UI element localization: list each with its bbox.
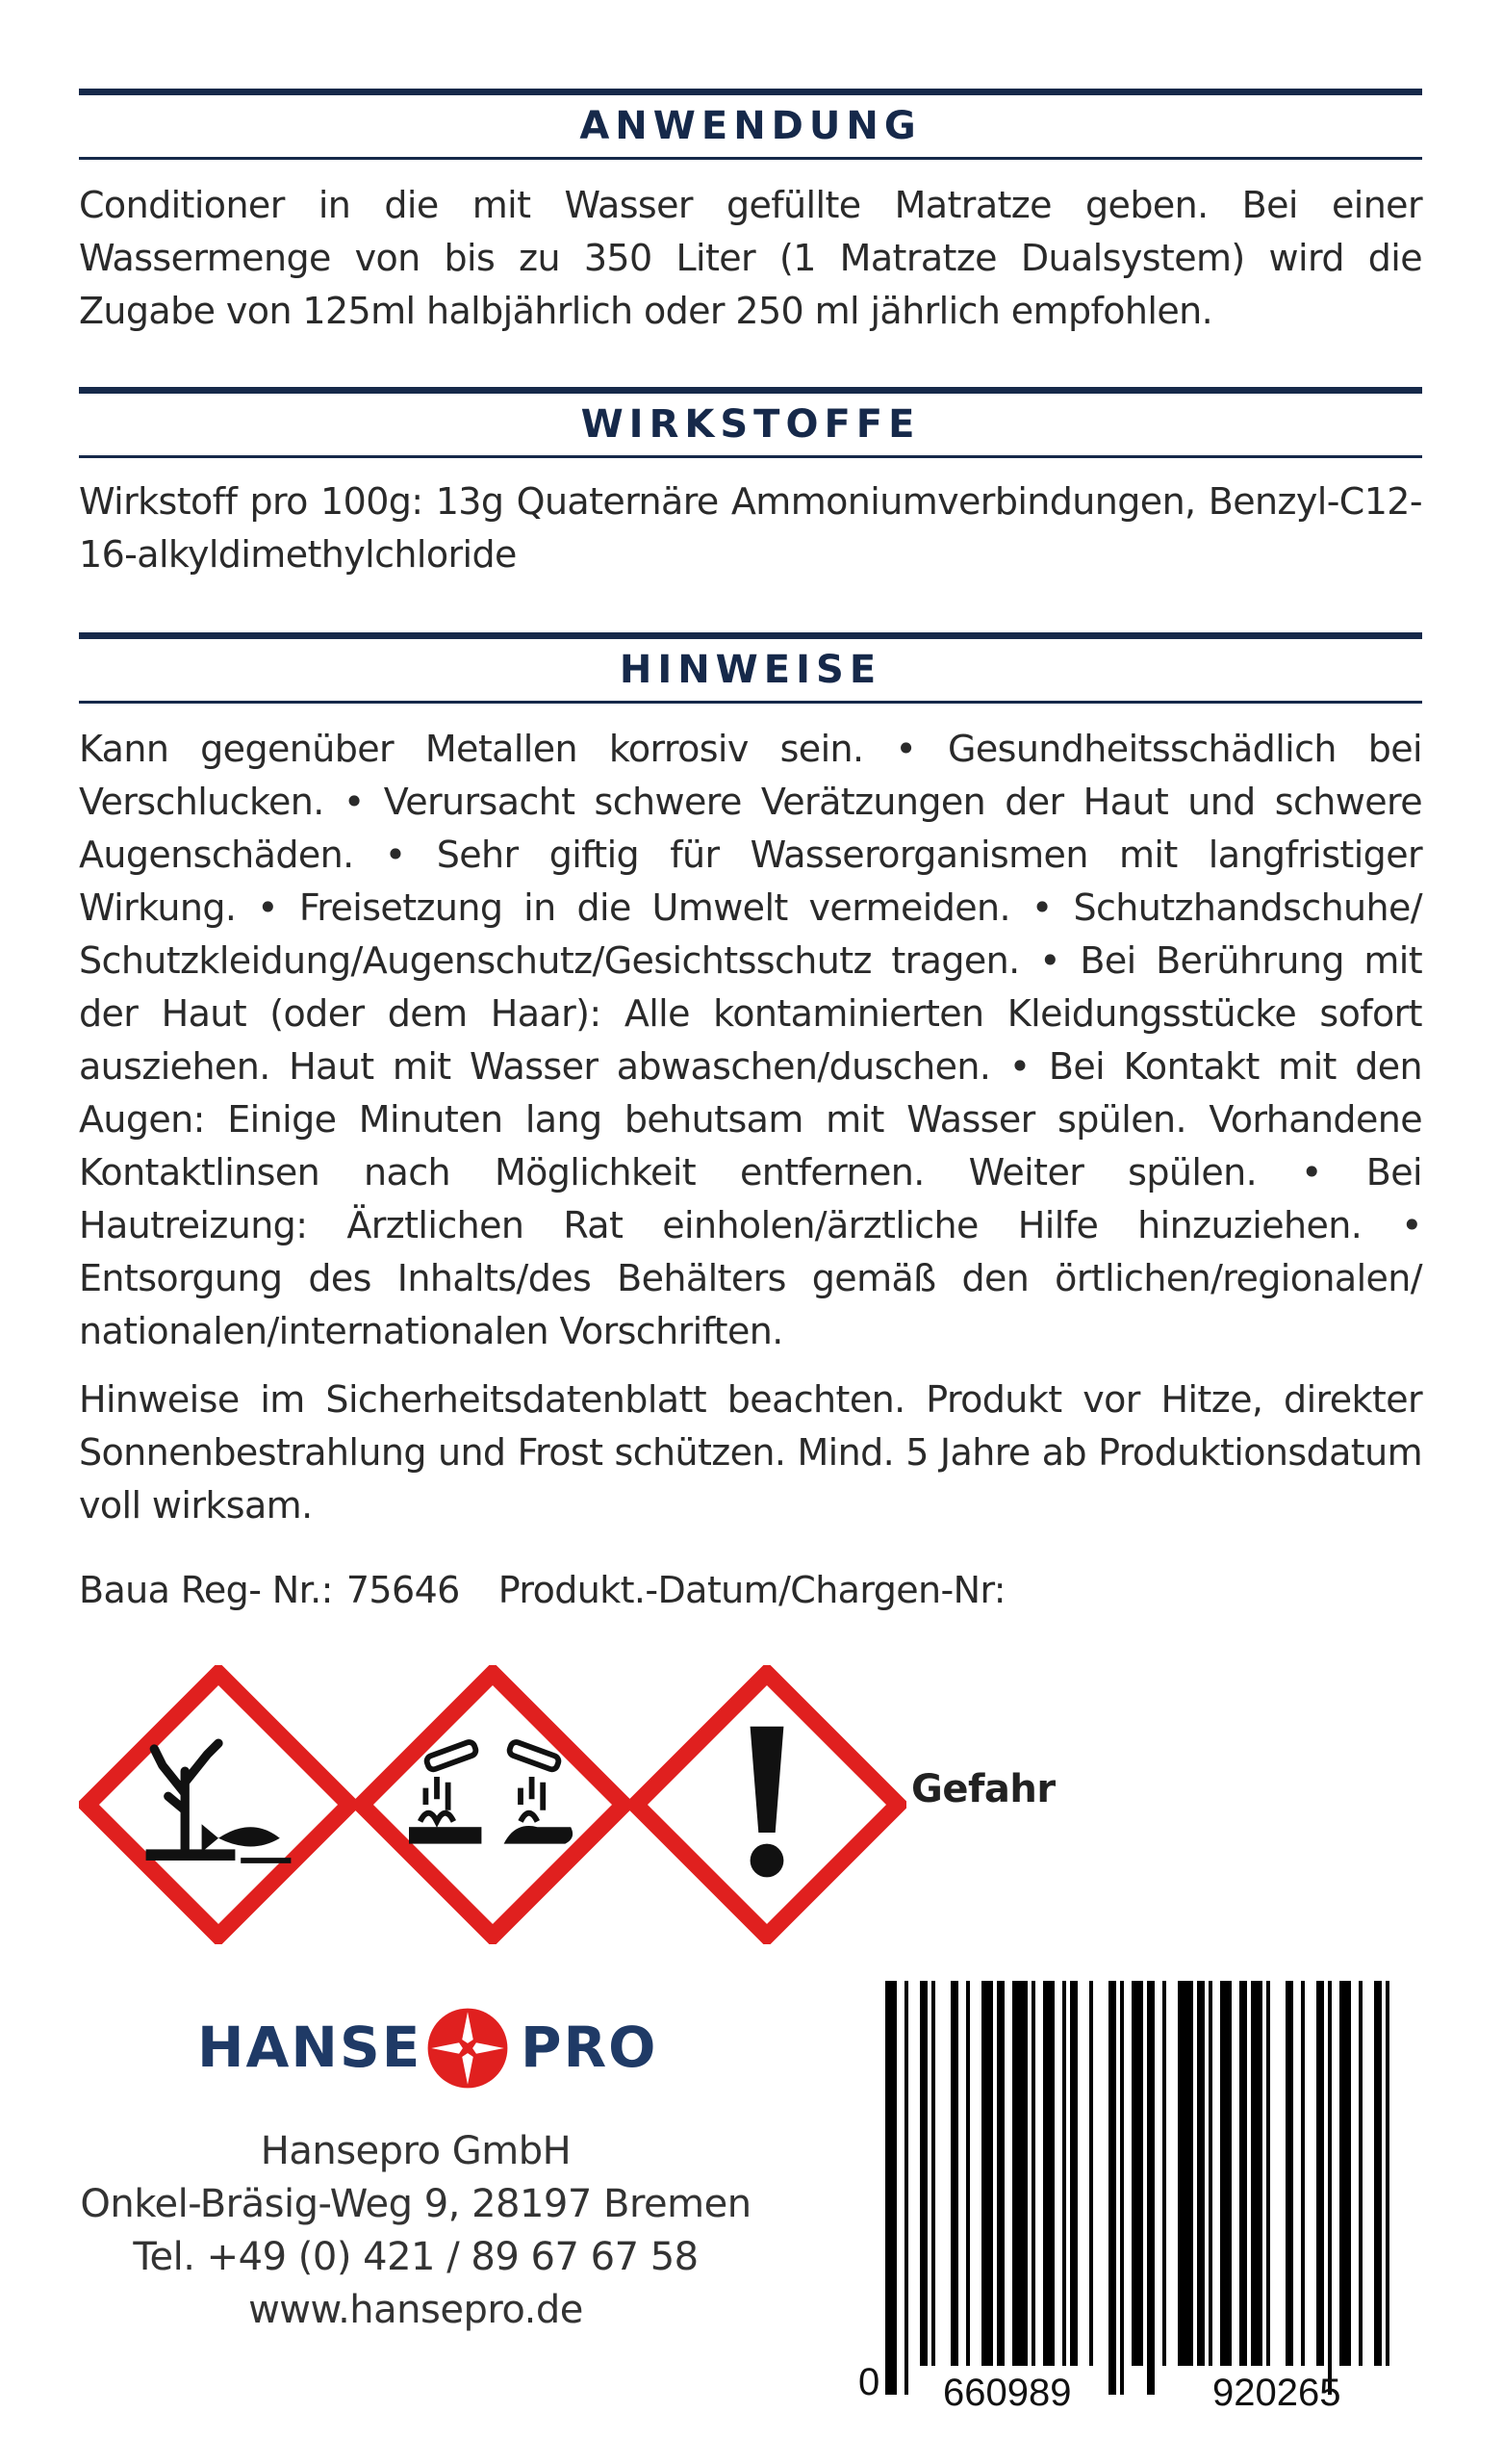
divider xyxy=(79,89,1422,95)
divider xyxy=(79,455,1422,458)
barcode-bar xyxy=(1197,1981,1205,2366)
barcode-bar xyxy=(1108,1981,1116,2395)
barcode-bar xyxy=(1043,1981,1055,2366)
barcode-bar xyxy=(885,1981,897,2395)
barcode-bar xyxy=(966,1981,970,2366)
barcode-bar xyxy=(1386,1981,1389,2366)
barcode-bar xyxy=(1239,1981,1247,2366)
barcode-bar xyxy=(1286,1981,1293,2366)
signal-word: Gefahr xyxy=(911,1767,1056,1811)
section-hinweise xyxy=(79,632,1422,1532)
barcode-bar xyxy=(1070,1981,1078,2366)
section-heading: WIRKSTOFFE xyxy=(580,402,921,447)
divider xyxy=(79,387,1422,394)
company-phone: Tel. +49 (0) 421 / 89 67 67 58 xyxy=(133,2235,699,2279)
section-anwendung xyxy=(79,89,1422,338)
reg-label: Baua Reg- Nr.: xyxy=(79,1569,333,1611)
barcode-bar xyxy=(1266,1981,1270,2366)
barcode-bar xyxy=(1147,1981,1155,2395)
barcode-bar xyxy=(904,1981,908,2395)
barcode-bar xyxy=(951,1981,958,2366)
barcode-bar xyxy=(1012,1981,1028,2366)
barcode-bar xyxy=(931,1981,935,2366)
brand-logo xyxy=(197,1997,658,2093)
barcode-bar xyxy=(1209,1981,1212,2366)
barcode-bar xyxy=(1328,1981,1332,2395)
environment-hazard-icon xyxy=(79,1665,358,1944)
production-date-label: Produkt.-Datum/Chargen-Nr: xyxy=(497,1569,1006,1611)
wirkstoffe-text: Wirkstoff pro 100g: 13g Quaternäre Ammoniumverbindungen, Benzyl-C12-16-alkyldimethylchloride xyxy=(79,480,1422,576)
hinweise-text: Kann gegenüber Metallen korrosiv sein. • Gesundheitsschädlich bei Verschlucken. • Verursacht schwere Verätzungen der Haut und schwere Augenschäden. • Sehr giftig für Wasserorganismen mit langfristiger Wirkung. • Freisetzung in die Umwelt vermeiden. • Schutzhandschuhe/ Schutzkleidung/Augenschutz/Gesichtsschutz tragen. • Bei Berührung mit der Haut (oder dem Haar): Alle kontaminierten Kleidungsstücke sofort ausziehen. Haut mit Wasser abwaschen/duschen. • Bei Kontakt mit den Augen: Einige Minuten lang behutsam mit Wasser spülen. Vorhandene Kontaktlinsen nach Möglichkeit entfernen. Weiter spülen. • Bei Hautreizung: Ärztlichen Rat einholen/ärztliche Hilfe hinzuziehen. • Entsorgung des Inhalts/des Behälters gemäß den örtlichen/regionalen/ nationalen/internationalen Vorschriften. xyxy=(79,728,1422,1352)
barcode-bar xyxy=(1359,1981,1363,2366)
company-name: Hansepro GmbH xyxy=(260,2129,572,2173)
barcode-bar xyxy=(1178,1981,1193,2366)
barcode-bar xyxy=(1374,1981,1382,2366)
barcode-bar xyxy=(1339,1981,1351,2366)
barcode-bars xyxy=(847,1971,1414,2395)
barcode-bar xyxy=(1120,1981,1124,2395)
hinweise-extra-text: Hinweise im Sicherheitsdatenblatt beachten. Produkt vor Hitze, direkter Sonnenbestrahlung und Frost schützen. Mind. 5 Jahre ab Produktionsdatum voll wirksam. xyxy=(79,1378,1422,1527)
barcode-bar xyxy=(1220,1981,1232,2366)
barcode-bar xyxy=(1132,1981,1143,2366)
barcode-bar xyxy=(1251,1981,1262,2366)
barcode-left-digits: 660989 xyxy=(943,2372,1072,2414)
brand-right: PRO xyxy=(521,2015,658,2080)
divider xyxy=(79,632,1422,639)
compass-star-icon xyxy=(424,2005,511,2092)
company-website: www.hansepro.de xyxy=(248,2288,583,2332)
brand-left: HANSE xyxy=(197,2015,422,2080)
corrosion-icon xyxy=(353,1665,632,1944)
divider xyxy=(79,157,1422,160)
barcode-bar xyxy=(981,1981,993,2366)
barcode-prefix: 0 xyxy=(858,2361,880,2403)
barcode-bar xyxy=(1089,1981,1093,2366)
registration-line xyxy=(79,1569,1044,1611)
section-heading: HINWEISE xyxy=(619,648,882,692)
barcode-bar xyxy=(1316,1981,1324,2366)
barcode-right-digits: 920265 xyxy=(1212,2372,1341,2414)
barcode-bar xyxy=(997,1981,1005,2366)
exclamation-icon xyxy=(627,1665,906,1944)
section-heading: ANWENDUNG xyxy=(579,104,922,148)
company-street: Onkel-Bräsig-Weg 9, 28197 Bremen xyxy=(80,2182,752,2226)
barcode-bar xyxy=(1301,1981,1305,2366)
barcode-bar xyxy=(1062,1981,1066,2366)
barcode-bar xyxy=(1032,1981,1035,2366)
barcode-bar xyxy=(920,1981,928,2366)
barcode xyxy=(847,1971,1414,2424)
company-address xyxy=(79,2125,752,2337)
divider xyxy=(79,701,1422,704)
section-wirkstoffe xyxy=(79,387,1422,581)
anwendung-text: Conditioner in die mit Wasser gefüllte Matratze geben. Bei einer Wassermenge von bis zu 350 Liter (1 Matratze Dualsystem) wird die Zugabe von 125ml halbjährlich oder 250 ml jährlich empfohlen. xyxy=(79,184,1422,332)
reg-number: 75646 xyxy=(345,1569,460,1611)
barcode-bar xyxy=(1162,1981,1166,2366)
